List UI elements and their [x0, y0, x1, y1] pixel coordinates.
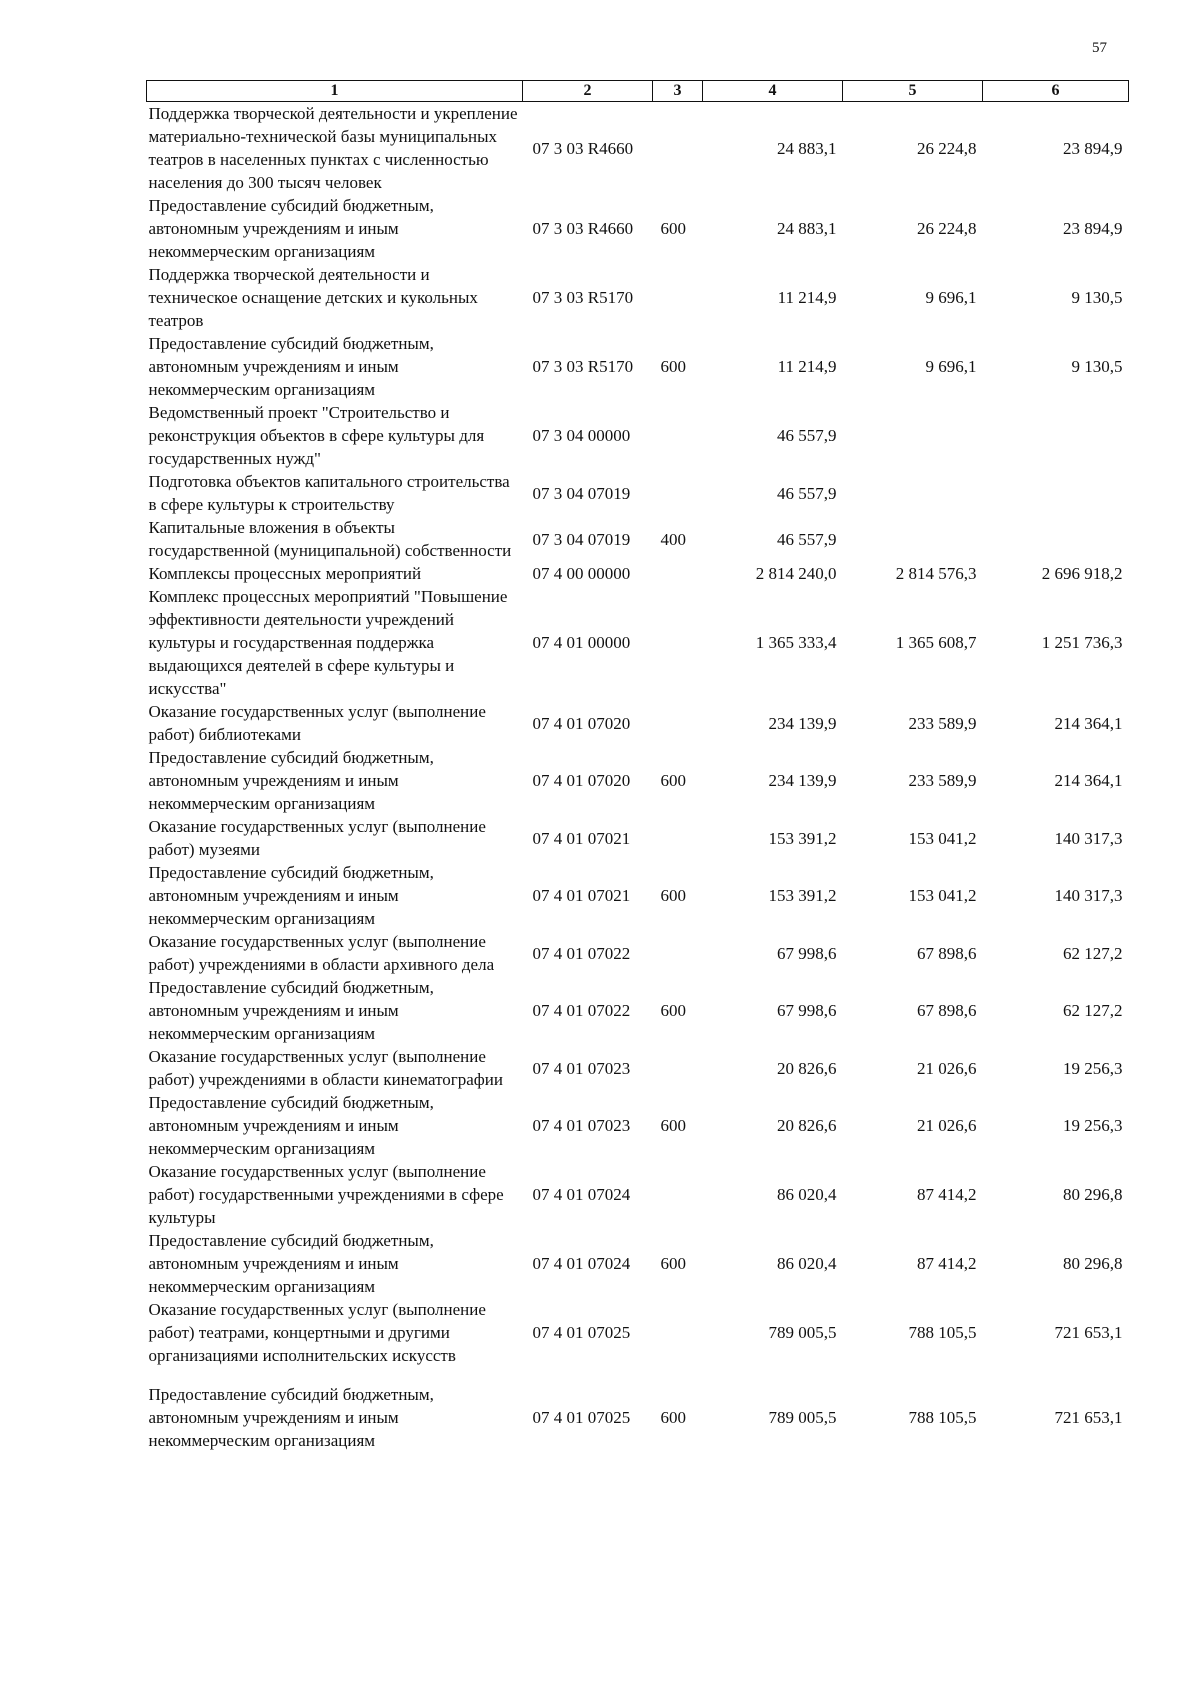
table-row [147, 332, 1129, 401]
table-row [147, 194, 1129, 263]
table-row [147, 930, 1129, 976]
table-row [147, 1298, 1129, 1367]
row-code-cell: 07 4 01 07025 [532, 1323, 631, 1342]
row-spacer [147, 1367, 1129, 1383]
row-value-col4: 20 826,6 [777, 1058, 837, 1078]
row-value-col5: 21 026,6 [917, 1116, 977, 1135]
row-value-col4: 46 557,9 [777, 529, 837, 549]
row-value-col4: 46 557,9 [777, 426, 837, 445]
table-row [147, 1091, 1129, 1160]
table-row [147, 102, 1129, 195]
table-row [147, 1383, 1129, 1452]
row-value-col5: 21 026,6 [917, 1058, 977, 1078]
row-value-col5: 26 224,8 [917, 219, 977, 238]
row-value-col6 [983, 516, 1129, 562]
row-type-cell [653, 815, 703, 861]
row-value-col5: 233 589,9 [908, 713, 977, 733]
table-row [147, 516, 1129, 562]
row-code-cell: 07 4 01 07021 [532, 828, 631, 848]
row-name-cell: Предоставление субсидий бюджетным, автономным учреждениям и иным некоммерческим организациям [148, 1093, 434, 1158]
row-value-col6 [983, 470, 1129, 516]
row-name-cell: Предоставление субсидий бюджетным, автономным учреждениям и иным некоммерческим организациям [148, 978, 434, 1043]
header-col-4: 4 [703, 81, 843, 102]
table-row [147, 700, 1129, 746]
table-row [147, 585, 1129, 700]
row-value-col4: 789 005,5 [768, 1408, 837, 1427]
row-value-col5: 153 041,2 [908, 828, 977, 848]
row-name-cell: Комплекс процессных мероприятий "Повышение эффективности деятельности учреждений культуры и государственная поддержка выдающихся деятелей в сфере культуры и искусства" [148, 587, 508, 698]
row-value-col4: 11 214,9 [777, 288, 837, 307]
row-name-cell: Оказание государственных услуг (выполнение работ) государственными учреждениями в сфере культуры [148, 1162, 504, 1227]
row-code-cell: 07 3 03 R4660 [532, 219, 634, 238]
row-name-cell: Оказание государственных услуг (выполнение работ) библиотеками [148, 702, 486, 744]
row-value-col6: 19 256,3 [1063, 1058, 1123, 1078]
row-code-cell: 07 3 03 R5170 [532, 357, 634, 376]
row-value-col5: 788 105,5 [908, 1408, 977, 1427]
row-code-cell: 07 4 01 07021 [532, 886, 631, 905]
row-value-col5 [843, 470, 983, 516]
row-value-col6: 721 653,1 [1054, 1323, 1123, 1342]
row-value-col4: 153 391,2 [768, 886, 837, 905]
row-value-col5: 67 898,6 [917, 1001, 977, 1020]
table-row [147, 746, 1129, 815]
row-value-col6: 62 127,2 [1063, 943, 1123, 963]
row-type-cell [653, 585, 703, 700]
row-code-cell: 07 4 01 07022 [532, 943, 631, 963]
row-code-cell: 07 3 04 00000 [532, 426, 631, 445]
row-value-col4: 67 998,6 [777, 943, 837, 963]
row-name-cell: Оказание государственных услуг (выполнение работ) учреждениями в области архивного дела [148, 932, 495, 974]
row-name-cell: Предоставление субсидий бюджетным, автономным учреждениям и иным некоммерческим организациям [148, 1231, 434, 1296]
row-code-cell: 07 3 03 R4660 [532, 138, 634, 158]
row-value-col6: 80 296,8 [1063, 1254, 1123, 1273]
row-type-cell: 600 [660, 219, 686, 238]
row-type-cell [653, 1298, 703, 1367]
row-value-col4: 789 005,5 [768, 1323, 837, 1342]
table-row [147, 401, 1129, 470]
row-value-col6: 62 127,2 [1063, 1001, 1123, 1020]
row-code-cell: 07 4 01 07023 [532, 1116, 631, 1135]
row-type-cell [653, 700, 703, 746]
row-value-col4: 1 365 333,4 [755, 633, 837, 652]
header-col-1: 1 [147, 81, 523, 102]
table-row [147, 861, 1129, 930]
row-name-cell: Оказание государственных услуг (выполнение работ) музеями [148, 817, 486, 859]
row-value-col5: 67 898,6 [917, 943, 977, 963]
row-value-col6: 214 364,1 [1054, 771, 1123, 790]
row-name-cell: Предоставление субсидий бюджетным, автономным учреждениям и иным некоммерческим организациям [148, 748, 434, 813]
row-type-cell: 600 [660, 886, 686, 905]
row-value-col4: 86 020,4 [777, 1185, 837, 1204]
row-code-cell: 07 4 01 07020 [532, 713, 631, 733]
row-value-col6: 140 317,3 [1054, 828, 1123, 848]
row-type-cell [653, 470, 703, 516]
row-value-col6: 80 296,8 [1063, 1185, 1123, 1204]
row-name-cell: Ведомственный проект "Строительство и реконструкция объектов в сфере культуры для государственных нужд" [148, 403, 485, 468]
row-value-col4: 234 139,9 [768, 713, 837, 733]
row-name-cell: Капитальные вложения в объекты государственной (муниципальной) собственности [148, 518, 512, 560]
row-name-cell: Предоставление субсидий бюджетным, автономным учреждениям и иным некоммерческим организациям [148, 1385, 434, 1450]
header-col-5: 5 [843, 81, 983, 102]
row-name-cell: Предоставление субсидий бюджетным, автономным учреждениям и иным некоммерческим организациям [148, 863, 434, 928]
row-value-col4: 67 998,6 [777, 1001, 837, 1020]
page-number: 57 [1092, 40, 1107, 56]
row-type-cell [653, 562, 703, 585]
header-row [147, 81, 1129, 102]
row-value-col4: 20 826,6 [777, 1116, 837, 1135]
row-value-col5: 87 414,2 [917, 1254, 977, 1273]
row-name-cell: Предоставление субсидий бюджетным, автономным учреждениям и иным некоммерческим организациям [148, 196, 434, 261]
row-value-col6: 721 653,1 [1054, 1408, 1123, 1427]
header-col-6: 6 [983, 81, 1129, 102]
row-name-cell: Подготовка объектов капитального строительства в сфере культуры к строительству [148, 472, 510, 514]
row-code-cell: 07 4 00 00000 [532, 564, 631, 583]
table-body [147, 102, 1129, 1453]
row-type-cell [653, 263, 703, 332]
table-row [147, 1160, 1129, 1229]
table-row [147, 562, 1129, 585]
row-value-col6: 23 894,9 [1063, 138, 1123, 158]
row-code-cell: 07 4 01 07024 [532, 1254, 631, 1273]
row-value-col4: 11 214,9 [777, 357, 837, 376]
table-row [147, 976, 1129, 1045]
row-value-col4: 86 020,4 [777, 1254, 837, 1273]
header-col-2: 2 [523, 81, 653, 102]
row-type-cell: 600 [660, 1254, 686, 1273]
row-type-cell: 600 [660, 1408, 686, 1427]
row-type-cell: 600 [660, 771, 686, 790]
row-value-col6: 214 364,1 [1054, 713, 1123, 733]
row-value-col5: 2 814 576,3 [895, 564, 977, 583]
row-value-col5: 87 414,2 [917, 1185, 977, 1204]
table-header [147, 81, 1129, 102]
row-value-col5: 9 696,1 [925, 288, 977, 307]
row-value-col6: 23 894,9 [1063, 219, 1123, 238]
spacer-cell [147, 1367, 1129, 1383]
row-code-cell: 07 3 04 07019 [532, 483, 631, 503]
row-type-cell [653, 1160, 703, 1229]
row-code-cell: 07 4 01 07022 [532, 1001, 631, 1020]
row-value-col5: 153 041,2 [908, 886, 977, 905]
table-row [147, 263, 1129, 332]
row-value-col6: 9 130,5 [1071, 288, 1123, 307]
row-code-cell: 07 4 01 07020 [532, 771, 631, 790]
table-row [147, 470, 1129, 516]
table-row [147, 1229, 1129, 1298]
row-value-col4: 46 557,9 [777, 483, 837, 503]
row-type-cell: 600 [660, 357, 686, 376]
row-value-col4: 234 139,9 [768, 771, 837, 790]
row-value-col5 [843, 516, 983, 562]
row-value-col4: 2 814 240,0 [755, 564, 837, 583]
row-type-cell: 600 [660, 1116, 686, 1135]
row-value-col5: 1 365 608,7 [895, 633, 977, 652]
row-value-col6 [983, 401, 1129, 470]
row-value-col6: 2 696 918,2 [1041, 564, 1123, 583]
row-type-cell [653, 401, 703, 470]
row-type-cell: 400 [660, 529, 686, 549]
row-code-cell: 07 4 01 07023 [532, 1058, 631, 1078]
table-row [147, 815, 1129, 861]
row-code-cell: 07 4 01 07024 [532, 1185, 631, 1204]
row-code-cell: 07 4 01 00000 [532, 633, 631, 652]
header-col-3: 3 [653, 81, 703, 102]
row-value-col5: 788 105,5 [908, 1323, 977, 1342]
row-type-cell [653, 930, 703, 976]
row-name-cell: Оказание государственных услуг (выполнение работ) театрами, концертными и другими организациями исполнительских искусств [148, 1300, 486, 1365]
row-name-cell: Поддержка творческой деятельности и укрепление материально-технической базы муниципальных театров в населенных пунктах с численностью населения до 300 тысяч человек [148, 104, 518, 192]
row-value-col5: 9 696,1 [925, 357, 977, 376]
row-type-cell: 600 [660, 1001, 686, 1020]
row-value-col4: 24 883,1 [777, 138, 837, 158]
row-name-cell: Комплексы процессных мероприятий [148, 564, 422, 583]
row-name-cell: Предоставление субсидий бюджетным, автономным учреждениям и иным некоммерческим организациям [148, 334, 434, 399]
row-type-cell [653, 102, 703, 195]
row-value-col4: 153 391,2 [768, 828, 837, 848]
row-value-col4: 24 883,1 [777, 219, 837, 238]
row-value-col6: 9 130,5 [1071, 357, 1123, 376]
budget-table [146, 80, 1129, 1452]
row-name-cell: Оказание государственных услуг (выполнение работ) учреждениями в области кинематографии [148, 1047, 504, 1089]
row-code-cell: 07 3 03 R5170 [532, 288, 634, 307]
row-name-cell: Поддержка творческой деятельности и техническое оснащение детских и кукольных театров [148, 265, 478, 330]
row-value-col5: 26 224,8 [917, 138, 977, 158]
row-value-col6: 140 317,3 [1054, 886, 1123, 905]
row-type-cell [653, 1045, 703, 1091]
row-value-col5 [843, 401, 983, 470]
row-value-col6: 1 251 736,3 [1041, 633, 1123, 652]
row-code-cell: 07 3 04 07019 [532, 529, 631, 549]
table-row [147, 1045, 1129, 1091]
row-value-col5: 233 589,9 [908, 771, 977, 790]
row-value-col6: 19 256,3 [1063, 1116, 1123, 1135]
row-code-cell: 07 4 01 07025 [532, 1408, 631, 1427]
